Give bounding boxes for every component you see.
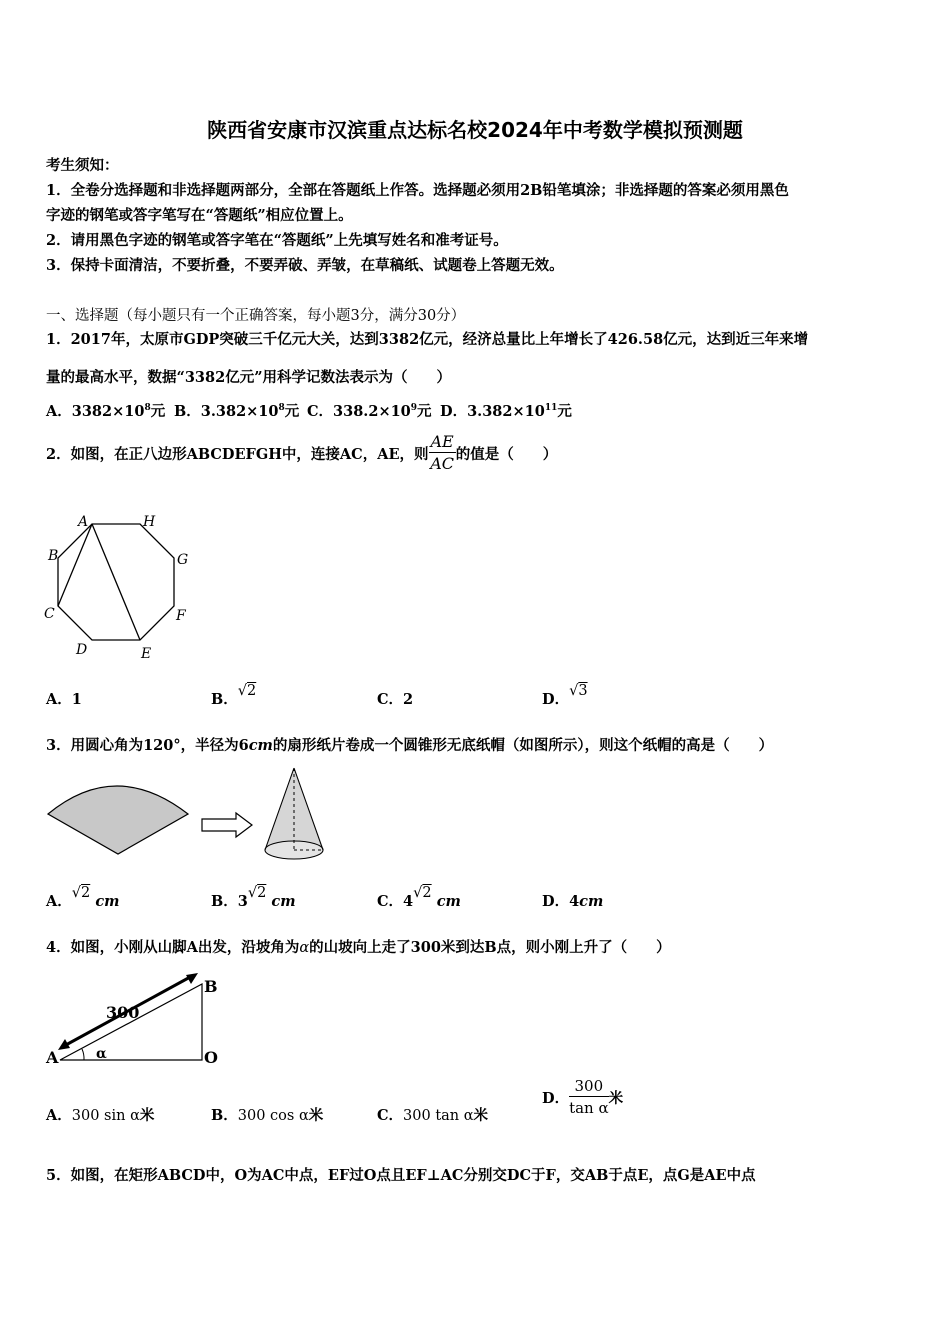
q2-b-radicand: 2 xyxy=(247,683,257,699)
q3-option-c xyxy=(377,885,461,911)
notice-item-2: 2．请用黑色字迹的钢笔或答字笔在“答题纸”上先填写姓名和准考证号。 xyxy=(46,232,508,249)
q3-a-unit: cm xyxy=(95,893,120,910)
notice-item-1b: 字迹的钢笔或答字笔写在“答题纸”相应位置上。 xyxy=(46,207,353,224)
q4-c-label: C． xyxy=(377,1107,404,1124)
q4-d-den: tan α xyxy=(569,1099,609,1117)
q2-option-c: C．2 xyxy=(377,691,414,708)
q1-a-label: A．3382×10 xyxy=(46,403,145,420)
sector-cone-figure xyxy=(40,764,350,864)
segment-ae xyxy=(92,524,140,640)
q3-b-unit: cm xyxy=(271,893,296,910)
q4-b-unit: 米 xyxy=(308,1107,324,1124)
q4-a-label: A． xyxy=(46,1107,72,1124)
q4-option-b xyxy=(211,1104,323,1125)
q4-b-expr: 300 cos α xyxy=(237,1108,309,1124)
notice-item-3: 3．保持卡面清洁，不要折叠，不要弄破、弄皱，在草稿纸、试题卷上答题无效。 xyxy=(46,257,564,274)
q4-a-expr: 300 sin α xyxy=(71,1108,140,1124)
q3-a-label: A． xyxy=(46,893,72,910)
q4-text-a: 4．如图，小刚从山脚A出发，沿坡角为 xyxy=(46,939,300,956)
q5-line-1: 5．如图，在矩形ABCD中，O为AC中点，EF过O点且EF⊥AC分别交DC于F，交AB于点E，点G是AE中点 xyxy=(46,1167,756,1184)
q3-stem xyxy=(46,734,773,755)
q2-text-after: 的值是（ ） xyxy=(455,446,558,463)
q1-a-unit: 元 xyxy=(150,403,166,420)
fig-alpha: α xyxy=(96,1046,107,1062)
vertex-label-b: B xyxy=(48,548,59,564)
q3-c-unit: cm xyxy=(436,893,461,910)
fig-length-label: 300 xyxy=(106,1003,140,1022)
q1-c-unit: 元 xyxy=(417,403,432,420)
q1-b-unit: 元 xyxy=(284,403,300,420)
q3-d-unit: cm xyxy=(579,893,604,910)
q3-d-label: D．4 xyxy=(542,893,580,910)
q3-b-radicand: 2 xyxy=(257,885,267,901)
q4-alpha: α xyxy=(299,940,310,956)
vertex-label-h: H xyxy=(143,514,156,530)
q3-a-sqrt: √2 xyxy=(71,885,91,901)
q4-stem xyxy=(46,936,671,957)
q4-c-unit: 米 xyxy=(473,1107,489,1124)
q2-option-d xyxy=(542,683,588,709)
q1-option-b xyxy=(174,400,299,421)
q1-line-2: 量的最高水平，数据“3382亿元”用科学记数法表示为（ ） xyxy=(46,369,452,386)
q1-option-c xyxy=(307,400,432,421)
q3-text-a: 3．用圆心角为120°，半径为6 xyxy=(46,737,249,754)
q2-option-b xyxy=(211,683,257,709)
q2-d-sqrt: √3 xyxy=(569,683,588,699)
q3-option-b xyxy=(211,885,296,911)
q2-d-label: D． xyxy=(542,691,570,708)
q1-c-exp: 9 xyxy=(410,403,418,414)
q1-d-unit: 元 xyxy=(557,403,572,420)
q3-c-sqrt: √2 xyxy=(413,885,432,901)
q1-b-exp: 8 xyxy=(278,403,285,414)
q3-c-radicand: 2 xyxy=(422,885,432,901)
q1-option-d xyxy=(440,400,572,421)
q2-b-label: B． xyxy=(211,691,238,708)
arrow-icon xyxy=(202,813,252,837)
angle-arc xyxy=(82,1049,84,1060)
notice-heading: 考生须知： xyxy=(46,157,119,174)
segment-ac xyxy=(58,524,92,606)
q2-text-before: 2．如图，在正八边形ABCDEFGH中，连接AC，AE，则 xyxy=(46,446,429,463)
vertex-label-e: E xyxy=(141,646,152,662)
octagon-figure xyxy=(40,508,210,668)
q2-fraction xyxy=(429,432,456,475)
notice-item-1a: 1．全卷分选择题和非选择题两部分，全部在答题纸上作答。选择题必须用2B铅笔填涂；非选择题的答案必须用黑色 xyxy=(46,182,789,199)
q2-stem xyxy=(46,432,557,475)
q2-b-sqrt: √2 xyxy=(237,683,257,699)
q3-a-radicand: 2 xyxy=(81,885,91,901)
q1-c-label: C．338.2×10 xyxy=(307,403,411,420)
q1-line-1: 1．2017年，太原市GDP突破三千亿元大关，达到3382亿元，经济总量比上年增长了426.58亿元，达到近三年来增 xyxy=(46,331,809,348)
q4-d-label: D． xyxy=(542,1090,570,1107)
q2-frac-den: AC xyxy=(430,454,455,473)
sector-shape xyxy=(48,786,188,854)
section-heading: 一、选择题（每小题只有一个正确答案，每小题3分，满分30分） xyxy=(46,308,466,324)
q2-option-a: A．1 xyxy=(46,691,82,708)
fig-point-a: A xyxy=(46,1048,59,1067)
vertex-label-g: G xyxy=(177,552,189,568)
q3-b-label: B．3 xyxy=(211,893,248,910)
q3-c-label: C．4 xyxy=(377,893,414,910)
vertex-label-a: A xyxy=(78,514,89,530)
q4-a-unit: 米 xyxy=(139,1107,155,1124)
vertex-label-f: F xyxy=(176,608,186,624)
fig-point-o: O xyxy=(204,1048,218,1067)
slope-triangle xyxy=(60,984,202,1060)
q4-d-num: 300 xyxy=(569,1076,609,1097)
q2-d-radicand: 3 xyxy=(578,683,588,699)
page-title: 陕西省安康市汉滨重点达标名校2024年中考数学模拟预测题 xyxy=(207,118,743,142)
slope-figure xyxy=(40,970,240,1070)
q3-text-cm: cm xyxy=(248,737,273,754)
vertex-label-d: D xyxy=(76,642,88,658)
q1-a-exp: 8 xyxy=(144,403,151,414)
q4-d-unit: 米 xyxy=(608,1090,624,1107)
q1-b-label: B．3.382×10 xyxy=(174,403,279,420)
q3-text-b: 的扇形纸片卷成一个圆锥形无底纸帽（如图所示），则这个纸帽的高是（ ） xyxy=(272,737,774,754)
q1-d-label: D．3.382×10 xyxy=(440,403,545,420)
vertex-label-c: C xyxy=(44,606,55,622)
q4-option-a xyxy=(46,1104,154,1125)
q4-option-d xyxy=(542,1076,623,1119)
q3-b-sqrt: √2 xyxy=(247,885,267,901)
q1-option-a xyxy=(46,400,165,421)
q1-d-exp: 11 xyxy=(544,403,558,414)
q4-option-c xyxy=(377,1104,488,1125)
q3-option-a xyxy=(46,885,120,911)
q4-text-b: 的山坡向上走了300米到达B点，则小刚上升了（ ） xyxy=(309,939,671,956)
fig-point-b: B xyxy=(204,977,218,996)
q3-option-d xyxy=(542,890,603,911)
q2-frac-num: AE xyxy=(430,432,454,451)
q4-b-label: B． xyxy=(211,1107,238,1124)
q4-c-expr: 300 tan α xyxy=(403,1108,474,1124)
q4-d-fraction xyxy=(569,1076,609,1119)
